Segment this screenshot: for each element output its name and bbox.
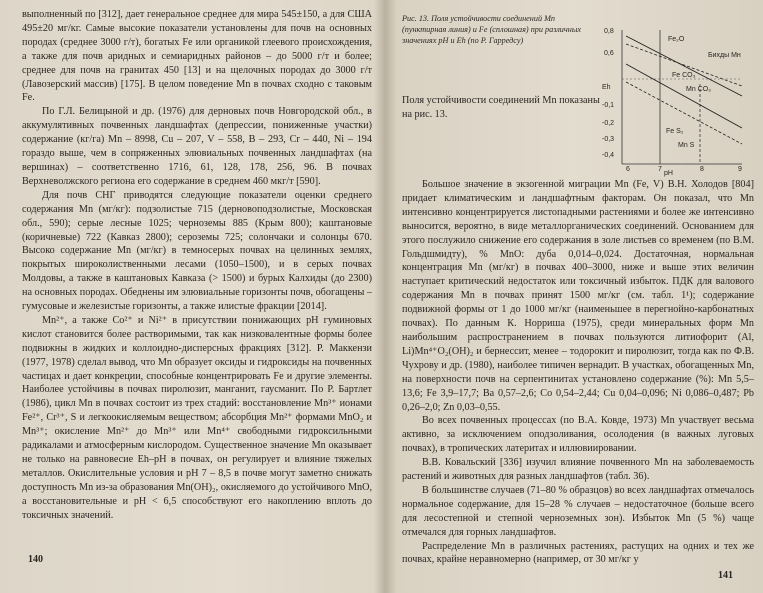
page-number: 140 <box>28 554 43 565</box>
right-paragraph: В.В. Ковальский [336] изучил влияние почвенного Mn на заболеваемость растений и животных для разных ландшафтов (табл. 36). <box>402 457 754 483</box>
y-tick: -0,2 <box>602 120 615 127</box>
y-tick: 0,8 <box>604 28 614 35</box>
right-paragraph: В большинстве случаев (71–80 % образцов) во всех ландшафтах отмечалось нормальное содержание, для 15–28 % случаев – недостаточное (больше всего для лесостепной и степной черноземных зон). Избыток Mn (5 %) чаще отмечался для горных ландшафтов. <box>402 484 754 538</box>
y-axis-label: Eh <box>602 84 611 91</box>
region-label: Mn S <box>678 142 695 149</box>
diagram-lines <box>602 24 752 179</box>
left-page-text <box>22 8 372 523</box>
x-axis-label: pH <box>664 170 673 177</box>
region-label: Fe S₂ <box>666 128 684 135</box>
left-paragraph: Для почв СНГ приводятся следующие показатели оценки среднего содержания Mn (мг/кг): подзолистые 715 (дерновоподзолистые, Московская обл., 590); серые лесные 1025; черноземы 885 (Крым 800); каштановые (коричневые) 722 (Кавказ 2800); сероземы 725; солончаки и солонцы 670. Высоко содержание Mn (мг/кг) в темносерых почвах на целинных землях, покрытых широколиственными лесами (1050–1500), и в серых почвах Молдовы, а также в каштановых Кавказа (> 1500) и бурых Калхиды (до 2300) на основных породах. Обеднены им элювиальные горизонты почв, обогащены – гумусовые и железистые горизонты, а также илистые фракции [2014]. <box>22 189 372 313</box>
figure-caption: Рис. 13. Поля устойчивости соединений Mn (пунктирная линия) и Fe (сплошная) при различных значениях pH и Eh (по Р. Гарредсу) <box>402 14 582 45</box>
right-paragraph: Во всех почвенных процессах (по В.А. Ковде, 1973) Mn участвует весьма активно, за исключением оподзоливания, осолодения (в важных луговых почвах), в тропических латеритах и иллювиировании. <box>402 415 754 455</box>
y-tick: -0,3 <box>602 136 615 143</box>
x-tick: 9 <box>738 166 742 173</box>
y-tick: -0,1 <box>602 102 615 109</box>
region-label: Fe₂O <box>668 36 685 43</box>
right-page <box>390 0 763 593</box>
stability-diagram <box>602 24 752 179</box>
x-tick: 8 <box>700 166 704 173</box>
region-label: Fe CO₃ <box>672 72 696 79</box>
left-paragraph: По Г.Л. Белицыной и др. (1976) для дерновых почв Новгородской обл., в аккумулятивных почвенных ландшафтах (депрессии, пониженные участки) содержание (кг/га) Mn – 8998, Cu – 207, V – 558, B – 293, Cr – 440, Ni – 194 гораздо выше, чем в сопряженных элювиальных почвенных ландшафтах (на вершинах) – соответственно 1716, 61, 128, 178, 256, 96. В почвах Верхневолжского региона его содержание в среднем 460 мкг/т [590]. <box>22 106 372 187</box>
left-paragraph: Mn²⁺, а также Co²⁺ и Ni²⁺ в присутствии понижающих pH гуминовых кислот становится более растворимыми, так как низковалентные формы более подвижны в жидких и коллоидно-дисперсных фракциях [312]. Р. Маккензи (1977, 1978) сделал вывод, что Mn образует оксиды и гидроксиды на почвенных частицах и дает конкреции, способные концентрировать Fe и другие элементы. Наиболее устойчивы в почвах пиролюзит, манганит, гаусманит. По Р. Бартлет (1986), цикл Mn в почвах состоит из трех стадий: восстановление Mn³⁺ ионами Fe²⁺, Cr³⁺, S и легкоокисляемым веществом; абсорбция Mn²⁺ формами MnO₂ и Mn³⁺; окисление Mn²⁺ до Mn³⁺ или Mn⁴⁺ свободными гидроксильными радикалами и атмосферным кислородом. Существенное значение Mn оказывает не только на равновесие Eh–pH в почвах, он регулирует и влияние тяжелых металлов. Окислительные условия и pH 7 – 8,5 в почве могут заметно снижать доступность Mn из-за образования Mn(OH)₂, окисляемого до устойчивого MnO, а восстановительные и pH < 6,5 способствуют его накоплению вплоть до токсичных значений. <box>22 314 372 521</box>
right-paragraph: Большое значение в экзогенной миграции Mn (Fe, V) В.Н. Холодов [804] придает климатическим и ландшафтным факторам. Он показал, что Mn интенсивно концентрируется листопадными растениями и более же интенсивно выносится, вероятно, в виде металлорганических соединений. Основанием для этого послужило снижение его содержания в золе листьев со временем (по В.М. Гольдшмидту), % MnO: дуба 0,014–0,024. Достаточная, нормальная концентрация Mn (мг/кг) в почвах 400–3000, ниже и выше этих величин наступает критический недостаток или токсичный избыток. ПДК для валового содержания Mn в почвах принят 1500 мг/кг (см. табл. 1¹); содержание подвижной формы от 1 до 1000 мг/кг (наименьшее в перегнойно-карбонатных почвах). По данным К. Норриша (1975), среди минеральных форм Mn наибольшим распространением в почвах пользуются литиофорит (Al, Li)Mn⁴⁺O₂(OH)₂ и бернессит, менее – тодорокит и пиролюзит, тогда как по Ф.В. Чухрову и др. (1980), наиболее типичен вернадит. В участках, обогащенных Mn, на поверхности почв на серпентинитах установлено содержание (%): Mn 5,5–13,6; Fe 3,9–17,7; Ba 0,57–2,6; Co 0,54–2,44; Cu 0,04–0,096; Ni 0,086–0,487; Pb 0,26–2,0; Zn 0,03–0,55. <box>402 179 754 413</box>
right-page-text <box>402 178 754 567</box>
left-paragraph: выполненный по [312], дает генеральное среднее для мира 545±150, а для США 495±20 мг/кг. Самые высокие показатели установлены для почв на основных породах (среднее 3000 г/т), богатых Fe или органикой глеевого происхождения, а также для почв аридных и семиаридных районов – до 5000 г/т и более; среднее для почв на гранитах 450 [13] и на щелочных породах до 3000 г/т (Лавозерский массив) [175]. В целом поведение Mn в почвах сходно с таковым Fe. <box>22 9 372 104</box>
y-tick: -0,4 <box>602 152 615 159</box>
region-label: Бихды Мн <box>708 52 741 59</box>
region-label: Mn CO₃ <box>686 86 712 93</box>
right-top-paragraph: Поля устойчивости соединений Mn показаны на рис. 13. <box>402 95 600 120</box>
right-paragraph: Распределение Mn в различных растениях, растущих на одних и тех же почвах, крайне неравномерно (например, от 30 мг/кг у <box>402 540 754 566</box>
x-tick: 7 <box>658 166 662 173</box>
y-tick: 0,6 <box>604 50 614 57</box>
x-tick: 6 <box>626 166 630 173</box>
page-number: 141 <box>718 570 733 581</box>
